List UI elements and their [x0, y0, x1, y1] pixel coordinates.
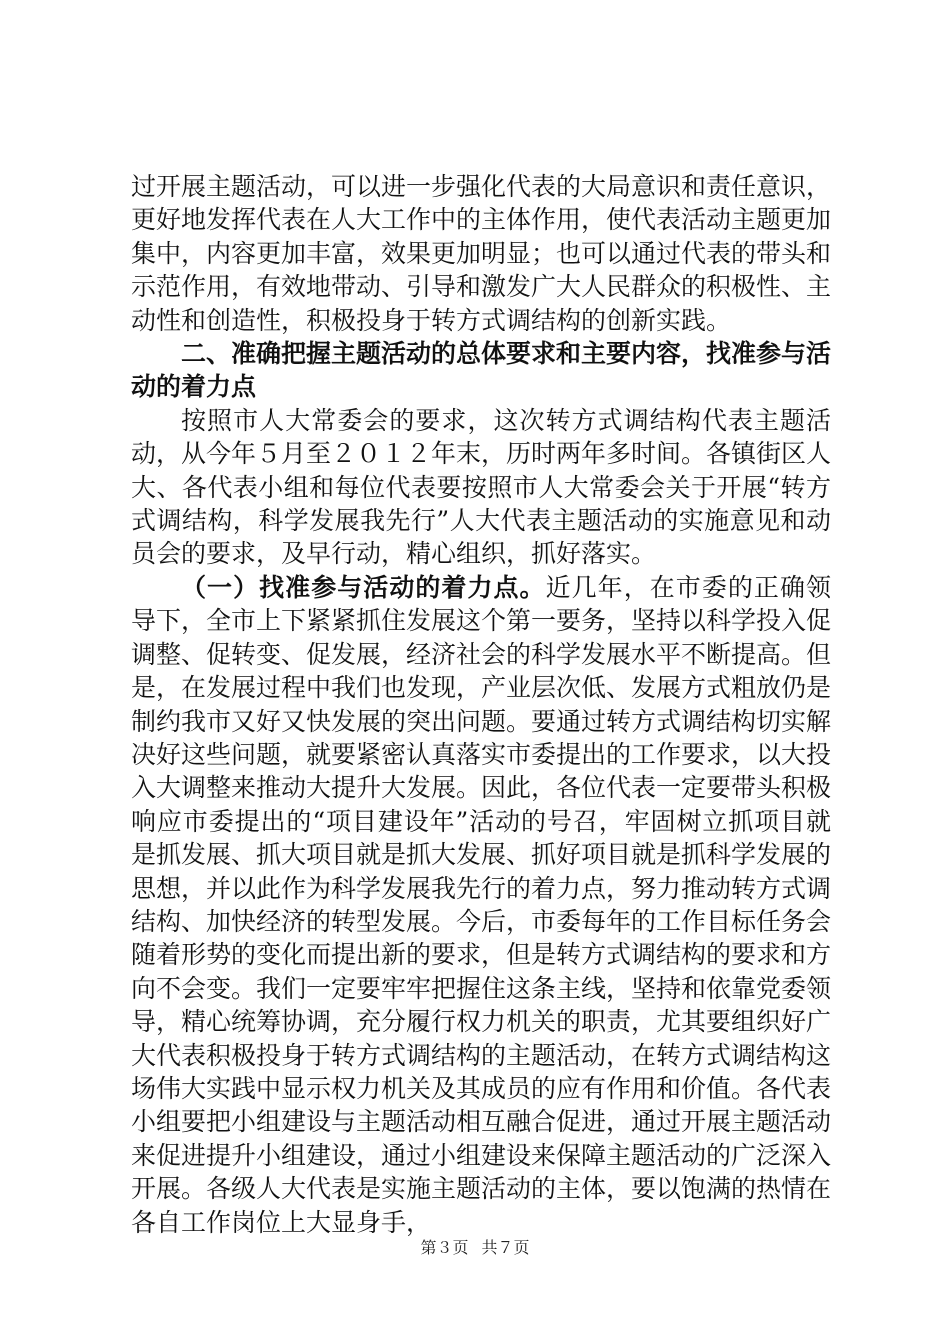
section-heading-2: 二、准确把握主题活动的总体要求和主要内容，找准参与活动的着力点 [131, 339, 832, 402]
page-footer [0, 1235, 950, 1258]
paragraph-requirements: 按照市人大常委会的要求，这次转方式调结构代表主题活动，从今年５月至２０１２年末，历时两年多时间。各镇街区人大、各代表小组和每位代表要按照市人大常委会关于开展“转方式调结构，科学发展我先行”人大代表主题活动的实施意见和动员会的要求，及早行动，精心组织，抓好落实。 [131, 405, 832, 569]
page-number: 第３页 [420, 1238, 469, 1257]
paragraph-continued: 过开展主题活动，可以进一步强化代表的大局意识和责任意识，更好地发挥代表在人大工作中的主体作用，使代表活动主题更加集中，内容更加丰富，效果更加明显；也可以通过代表的带头和示范作用，有效地带动、引导和激发广大人民群众的积极性、主动性和创造性，积极投身于转方式调结构的创新实践。 [131, 172, 832, 335]
paragraph-focus [131, 571, 831, 1239]
paragraph-focus-body: 近几年，在市委的正确领导下，全市上下紧紧抓住发展这个第一要务，坚持以科学投入促调整、促转变、促发展，经济社会的科学发展水平不断提高。但是，在发展过程中我们也发现，产业层次低、发展方式粗放仍是制约我市又好又快发展的突出问题。要通过转方式调结构切实解决好这些问题，就要紧密认真落实市委提出的工作要求，以大投入大调整来推动大提升大发展。因此，各位代表一定要带头积极响应市委提出的“项目建设年”活动的号召，牢固树立抓项目就是抓发展、抓大项目就是抓大发展、抓好项目就是抓科学发展的思想，并以此作为科学发展我先行的着力点，努力推动转方式调结构、加快经济的转型发展。今后，市委每年的工作目标任务会随着形势的变化而提出新的要求，但是转方式调结构的要求和方向不会变。我们一定要牢牢把握住这条主线，坚持和依靠党委领导，精心统筹协调，充分履行权力机关的职责，尤其要组织好广大代表积极投身于转方式调结构的主题活动，在转方式调结构这场伟大实践中显示权力机关及其成员的应有作用和价值。各代表小组要把小组建设与主题活动相互融合促进，通过开展主题活动来促进提升小组建设，通过小组建设来保障主题活动的广泛深入开展。各级人大代表是实施主题活动的主体，要以饱满的热情在各自工作岗位上大显身手， [131, 572, 832, 1237]
page-total: 共７页 [481, 1238, 530, 1257]
subsection-heading-1: （一）找准参与活动的着力点。 [181, 572, 546, 602]
document-body [131, 170, 831, 1239]
